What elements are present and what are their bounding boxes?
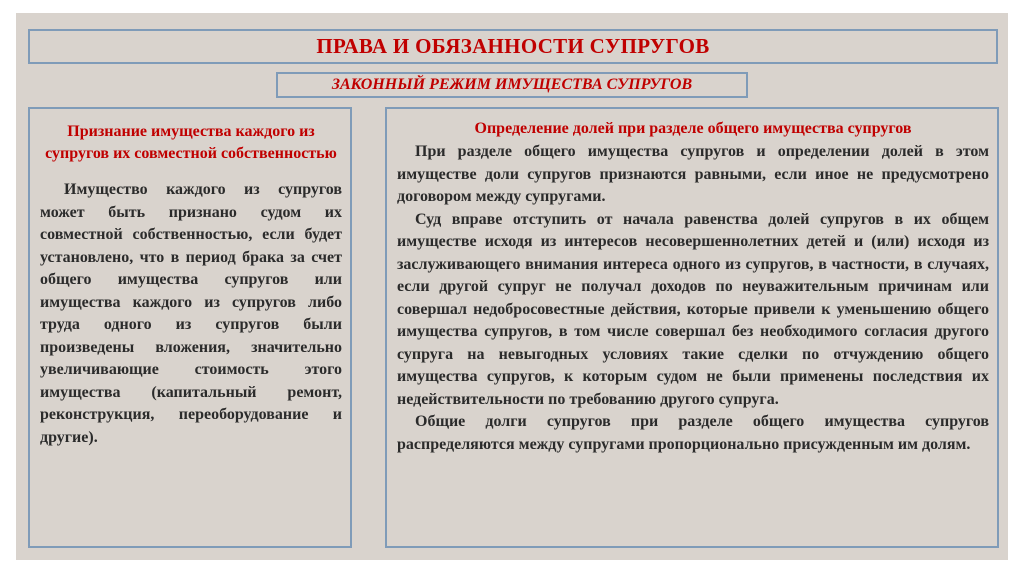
left-panel-text: Имущество каждого из супругов может быть признано судом их совместной собственностью, если будет установлено, что в период брака за счет общего имущества супругов или имущества каждого из супругов либо труда одного из супругов были произведены вложения, значительно увеличивающие стоимость этого имущества (капитальный ремонт, реконструкция, переоборудование и другие). <box>40 181 342 446</box>
page-title-text: ПРАВА И ОБЯЗАННОСТИ СУПРУГОВ <box>316 34 710 58</box>
right-panel-paragraph: Суд вправе отступить от начала равенства долей супругов в их общем имуществе исходя из интересов несовершеннолетних детей и (или) исходя из заслуживающего внимания интереса одного из супругов, в частности, в случаях, если другой супруг не получал доходов по неуважительным причинам или совершал недобросовестные действия, которые привели к уменьшению общего имущества супругов, в том числе совершал без необходимого согласия другого супруга на невыгодных условиях такие сделки по отчуждению общего имущества супругов, к которым судом не были применены последствия их недействительности по требованию другого супруга. <box>397 210 989 408</box>
right-panel-paragraph: При разделе общего имущества супругов и определении долей в этом имуществе доли супругов признаются равными, если иное не предусмотрено договором между супругами. <box>397 143 989 205</box>
section-subtitle <box>276 72 748 98</box>
section-subtitle-text: ЗАКОННЫЙ РЕЖИМ ИМУЩЕСТВА СУПРУГОВ <box>331 76 693 93</box>
page-title <box>28 29 998 64</box>
right-panel <box>385 107 999 548</box>
right-panel-heading: Определение долей при разделе общего имущества супругов <box>474 120 912 137</box>
right-panel-paragraph: Общие долги супругов при разделе общего имущества супругов распределяются между супругами пропорционально присужденным им долям. <box>397 413 989 453</box>
left-panel-heading: Признание имущества каждого из супругов их совместной собственностью <box>45 123 337 162</box>
left-panel <box>28 107 352 548</box>
